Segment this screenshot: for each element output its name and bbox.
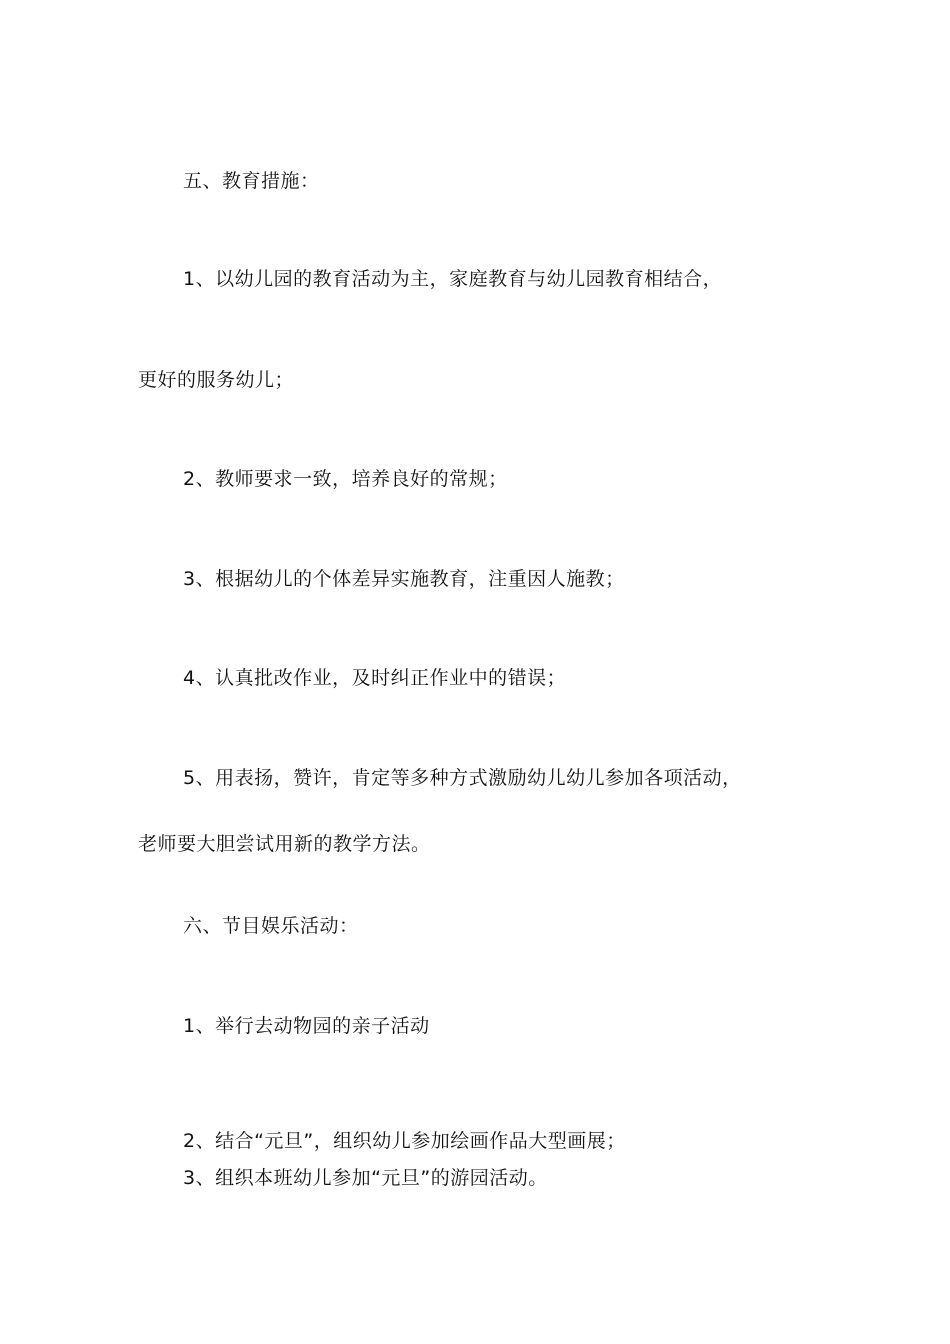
section-5-item-3: 3、根据幼儿的个体差异实施教育，注重因人施教； <box>183 568 625 590</box>
section-5-item-5-line-1: 5、用表扬，赞许，肯定等多种方式激励幼儿幼儿参加各项活动， <box>183 767 742 789</box>
section-5-item-4: 4、认真批改作业，及时纠正作业中的错误； <box>183 667 567 689</box>
section-6-heading: 六、节目娱乐活动： <box>183 915 359 937</box>
section-5-item-1-line-2: 更好的服务幼儿； <box>138 369 295 391</box>
section-6-item-3: 3、组织本班幼儿参加“元旦”的游园活动。 <box>183 1167 548 1189</box>
section-5-item-1-line-1: 1、以幼儿园的教育活动为主，家庭教育与幼儿园教育相结合， <box>183 268 723 290</box>
section-5-item-2: 2、教师要求一致，培养良好的常规； <box>183 468 508 490</box>
section-5-heading: 五、教育措施： <box>183 170 320 192</box>
section-5-item-5-line-2: 老师要大胆尝试用新的教学方法。 <box>138 833 431 855</box>
section-6-item-1: 1、举行去动物园的亲子活动 <box>183 1015 430 1037</box>
section-6-item-2: 2、结合“元旦”，组织幼儿参加绘画作品大型画展； <box>183 1130 626 1152</box>
